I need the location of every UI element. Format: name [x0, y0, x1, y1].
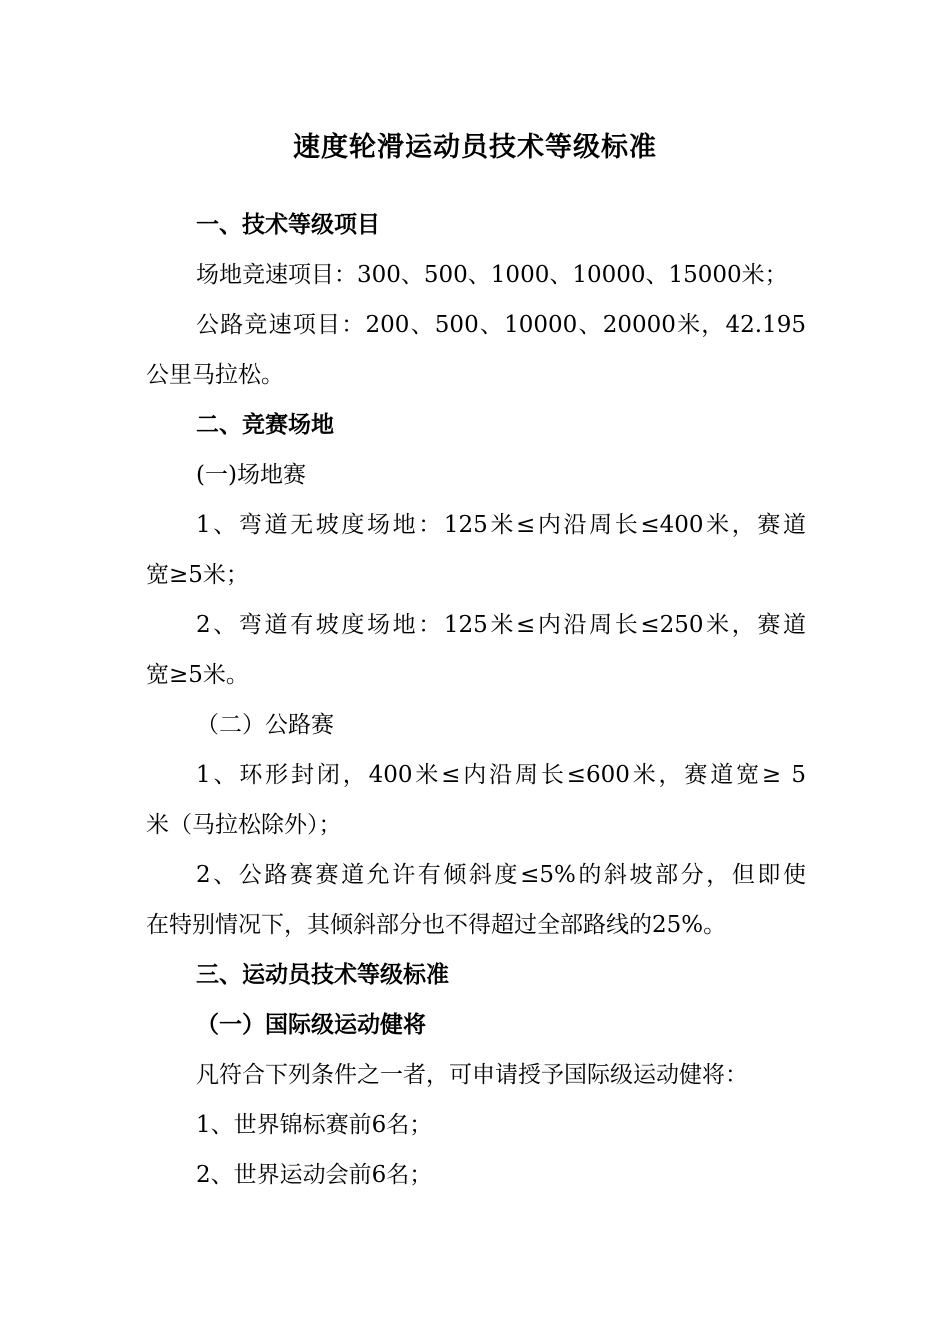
paragraph-line: 公路竞速项目：200、500、10000、20000米，42.195 [196, 312, 806, 338]
paragraph-line: 凡符合下列条件之一者，可申请授予国际级运动健将： [196, 1062, 748, 1088]
paragraph-line: 2、公路赛赛道允许有倾斜度≤5%的斜坡部分，但即使 [196, 862, 806, 888]
subsection-heading: （二）公路赛 [196, 712, 334, 738]
subsection-heading: (一)场地赛 [196, 462, 306, 488]
paragraph-line: 宽≥5米； [146, 562, 249, 588]
section-heading-1: 一、技术等级项目 [196, 211, 380, 238]
subsection-heading: （一）国际级运动健将 [196, 1011, 426, 1038]
paragraph-line: 1、环形封闭，400米≤内沿周长≤600米，赛道宽≥ 5 [196, 762, 806, 788]
list-item: 2、世界运动会前6名； [196, 1162, 433, 1188]
document-title: 速度轮滑运动员技术等级标准 [293, 132, 657, 163]
list-item: 1、世界锦标赛前6名； [196, 1112, 433, 1138]
paragraph-line: 公里马拉松。 [146, 362, 284, 388]
paragraph-line: 宽≥5米。 [146, 662, 249, 688]
paragraph-line: 场地竞速项目：300、500、1000、10000、15000米； [196, 262, 788, 288]
paragraph-line: 2、弯道有坡度场地：125米≤内沿周长≤250米，赛道 [196, 612, 806, 638]
paragraph-line: 在特别情况下，其倾斜部分也不得超过全部路线的25%。 [146, 912, 727, 938]
section-heading-3: 三、运动员技术等级标准 [196, 961, 449, 988]
paragraph-line: 米（马拉松除外）； [146, 812, 342, 838]
paragraph-line: 1、弯道无坡度场地：125米≤内沿周长≤400米，赛道 [196, 512, 806, 538]
section-heading-2: 二、竞赛场地 [196, 411, 334, 438]
